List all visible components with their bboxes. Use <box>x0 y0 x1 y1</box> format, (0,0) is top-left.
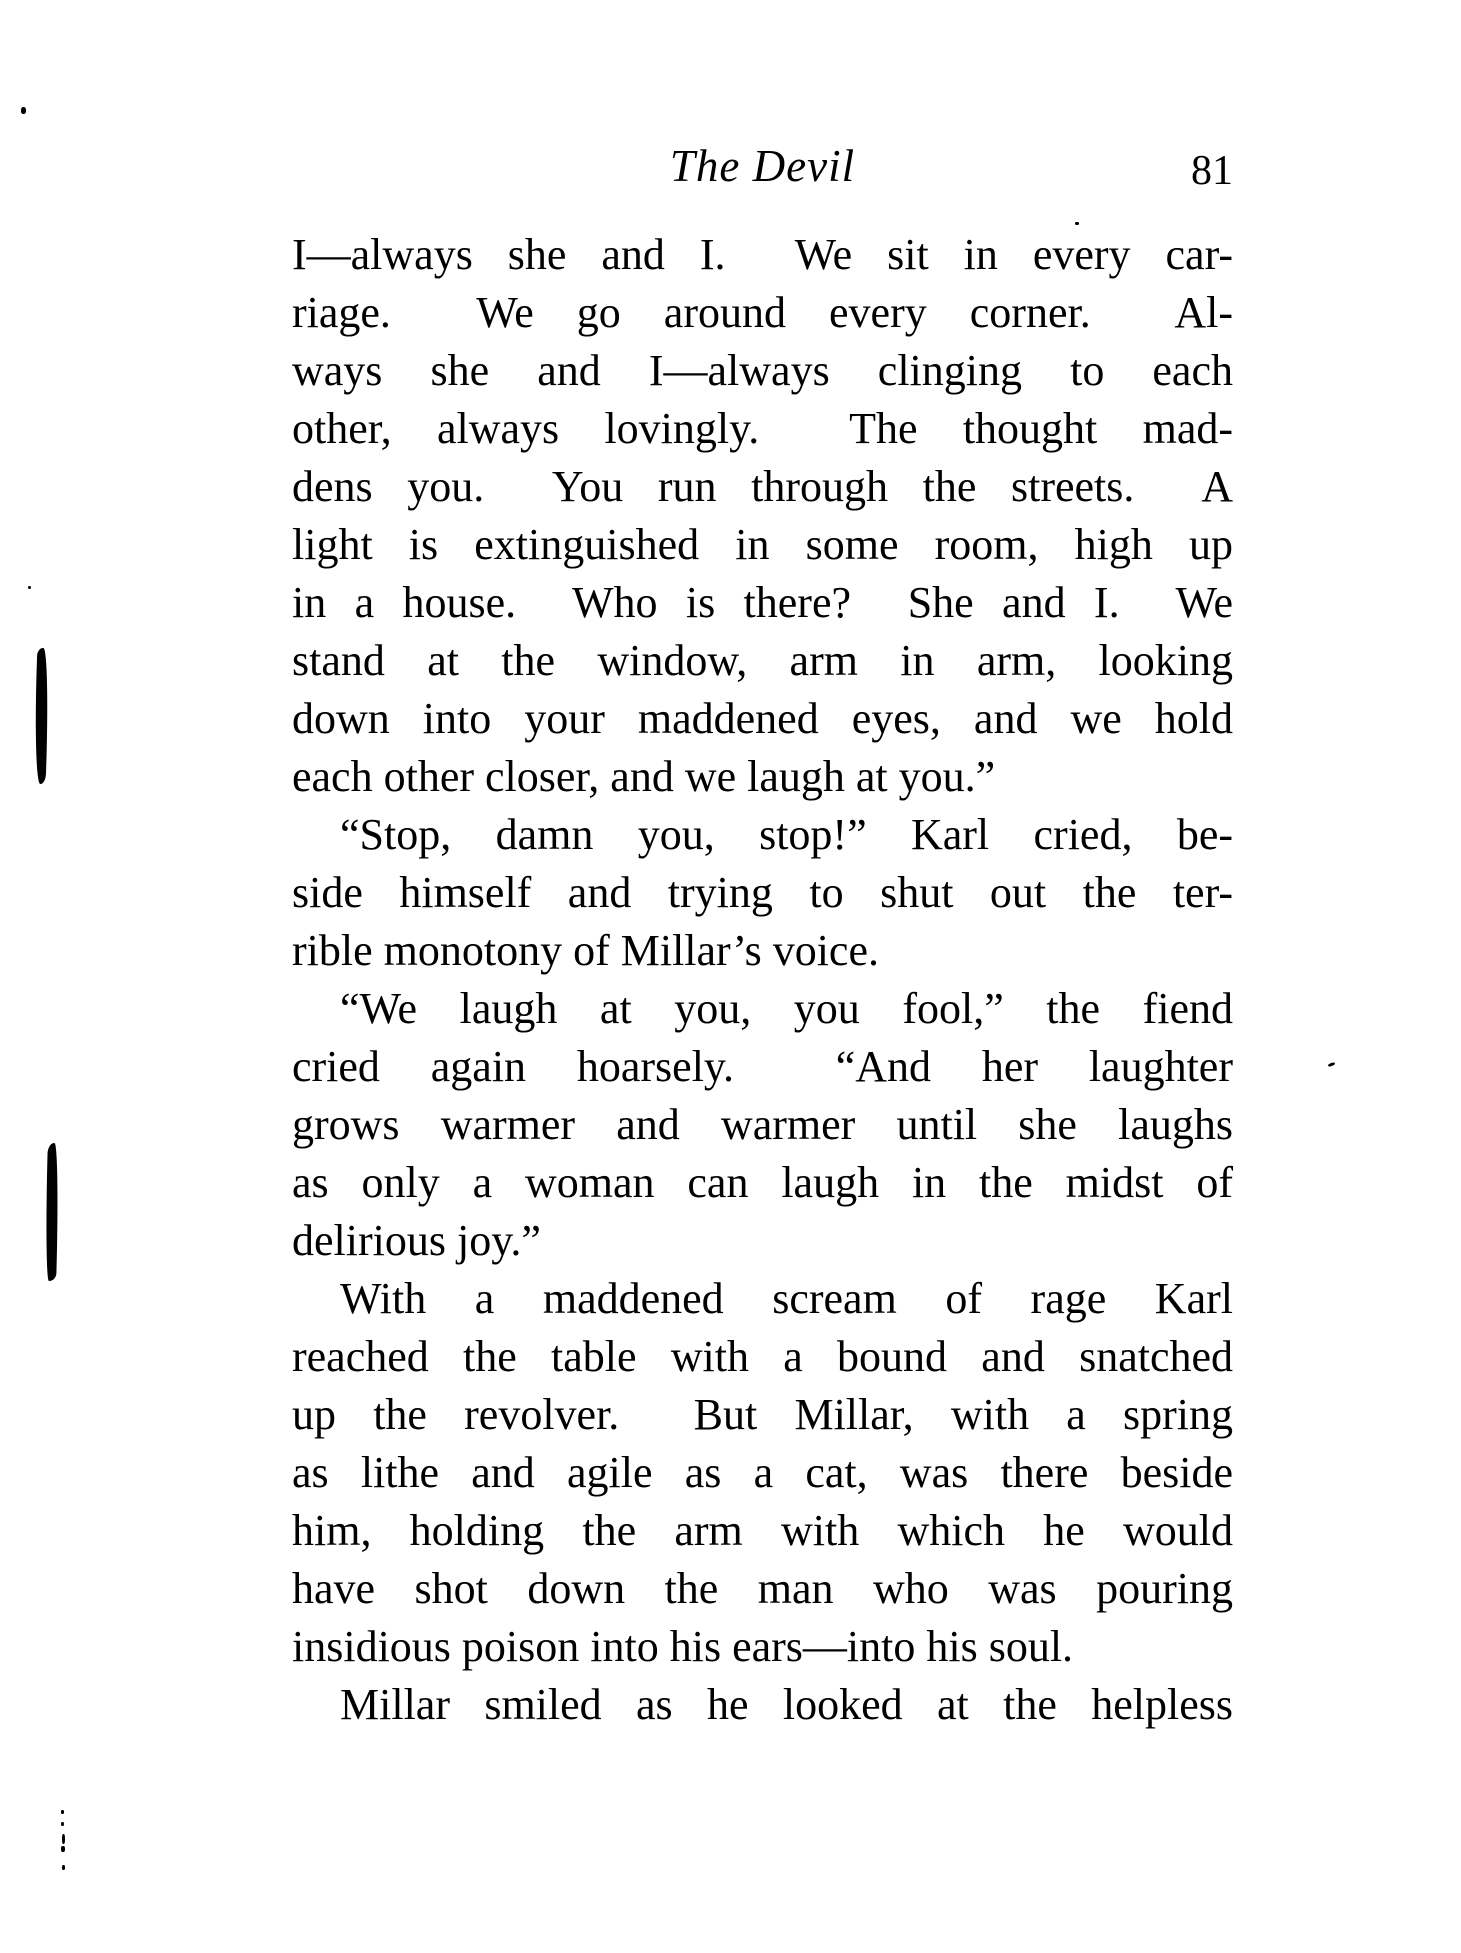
text-line: have shot down the man who was pouring <box>292 1564 1233 1613</box>
text-line: grows warmer and warmer until she laughs <box>292 1100 1233 1149</box>
text-line: dens you. You run through the streets. A <box>292 462 1233 511</box>
page-number: 81 <box>1191 148 1233 194</box>
ink-smudge <box>33 648 51 784</box>
text-line: stand at the window, arm in arm, looking <box>292 636 1233 685</box>
text-line: cried again hoarsely. “And her laughter <box>292 1042 1233 1091</box>
text-line: other, always lovingly. The thought mad- <box>292 404 1233 453</box>
page-header <box>292 140 1233 200</box>
text-line: side himself and trying to shut out the ter- <box>292 868 1233 917</box>
text-line: “We laugh at you, you fool,” the fiend <box>340 984 1233 1033</box>
text-line: him, holding the arm with which he would <box>292 1506 1233 1555</box>
text-line: in a house. Who is there? She and I. We <box>292 578 1233 627</box>
text-line: rible monotony of Millar’s voice. <box>292 926 879 975</box>
scan-speck <box>61 1810 64 1814</box>
text-line: each other closer, and we laugh at you.” <box>292 752 996 801</box>
text-line: light is extinguished in some room, high up <box>292 520 1233 569</box>
text-line: Millar smiled as he looked at the helpless <box>340 1680 1233 1729</box>
text-line: up the revolver. But Millar, with a spring <box>292 1390 1233 1439</box>
text-line: insidious poison into his ears—into his soul. <box>292 1622 1074 1671</box>
text-line: as lithe and agile as a cat, was there beside <box>292 1448 1233 1497</box>
text-line: delirious joy.” <box>292 1216 541 1265</box>
text-line: as only a woman can laugh in the midst of <box>292 1158 1233 1207</box>
text-line: I—always she and I. We sit in every car- <box>292 230 1233 279</box>
scan-speck <box>61 1822 64 1826</box>
text-line: With a maddened scream of rage Karl <box>340 1274 1233 1323</box>
text-line: reached the table with a bound and snatched <box>292 1332 1233 1381</box>
scan-speck <box>62 1865 65 1870</box>
scan-speck <box>28 586 31 589</box>
text-line: “Stop, damn you, stop!” Karl cried, be- <box>340 810 1233 859</box>
text-line: ways she and I—always clinging to each <box>292 346 1233 395</box>
ink-smudge <box>44 1143 60 1281</box>
text-line: down into your maddened eyes, and we hold <box>292 694 1233 743</box>
scan-speck <box>1328 1062 1336 1067</box>
body-text <box>292 226 1233 1734</box>
scan-speck <box>1075 222 1079 225</box>
running-title: The Devil <box>669 141 856 191</box>
scan-speck <box>62 1834 65 1844</box>
scan-speck <box>21 107 26 114</box>
scan-speck <box>61 1846 65 1852</box>
text-line: riage. We go around every corner. Al- <box>292 288 1233 337</box>
